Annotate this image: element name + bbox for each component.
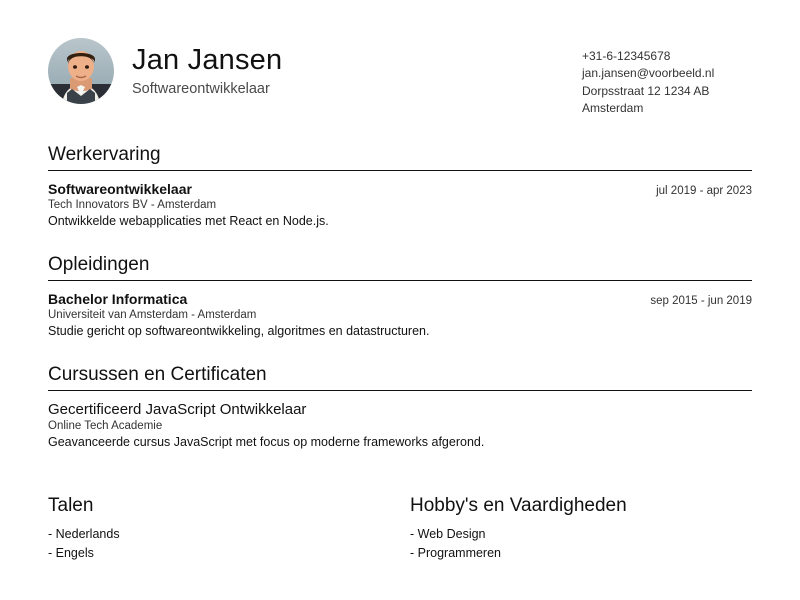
section-divider	[48, 390, 752, 391]
name-block	[132, 45, 282, 96]
contact-block	[582, 38, 752, 118]
section-divider	[48, 170, 752, 171]
identity-block	[48, 38, 282, 104]
entry-description: Geavanceerde cursus JavaScript met focus op moderne frameworks afgerond.	[48, 434, 485, 449]
entry-description: Ontwikkelde webapplicaties met React en Node.js.	[48, 213, 329, 228]
entry-header	[48, 291, 752, 307]
entry-description: Studie gericht op softwareontwikkeling, algoritmes en datastructuren.	[48, 323, 430, 338]
section-cursussen-en-certificaten	[48, 364, 752, 449]
contact-email[interactable]: jan.jansen@voorbeeld.nl	[582, 66, 715, 81]
section-heading: Opleidingen	[48, 253, 150, 275]
entry-subtitle: Tech Innovators BV - Amsterdam	[48, 198, 217, 211]
page-title: Jan Jansen	[132, 44, 283, 77]
job-title: Softwareontwikkelaar	[132, 80, 270, 97]
list-item: - Web Design	[410, 526, 486, 541]
entry-subtitle: Online Tech Academie	[48, 419, 163, 432]
section-opleidingen	[48, 254, 752, 338]
entry-title: Bachelor Informatica	[48, 290, 188, 307]
column-hobbys-en-vaardigheden	[400, 495, 752, 564]
section-werkervaring	[48, 144, 752, 228]
section-heading: Cursussen en Certificaten	[48, 363, 267, 385]
section-heading: Werkervaring	[48, 143, 161, 165]
list-item: - Nederlands	[48, 526, 120, 541]
contact-phone: +31-6-12345678	[582, 49, 671, 63]
bottom-columns	[48, 495, 752, 564]
entry-date: sep 2015 - jun 2019	[650, 294, 752, 307]
entry-header	[48, 401, 752, 418]
list-item: - Programmeren	[410, 545, 501, 560]
entry-header	[48, 181, 752, 197]
entry-title: Softwareontwikkelaar	[48, 180, 192, 197]
section-divider	[48, 280, 752, 281]
entry-title: Gecertificeerd JavaScript Ontwikkelaar	[48, 400, 307, 418]
entry-subtitle: Universiteit van Amsterdam - Amsterdam	[48, 308, 257, 321]
column-heading: Talen	[48, 494, 94, 516]
person-photo-avatar-icon	[48, 38, 114, 104]
entry-date: jul 2019 - apr 2023	[656, 184, 752, 197]
column-heading: Hobby's en Vaardigheden	[410, 494, 627, 516]
avatar	[48, 38, 114, 104]
education-entry	[48, 291, 752, 338]
contact-city: Amsterdam	[582, 101, 644, 116]
certificate-entry	[48, 401, 752, 449]
list-item: - Engels	[48, 545, 94, 560]
experience-entry	[48, 181, 752, 228]
column-talen	[48, 495, 400, 564]
resume-header	[48, 38, 752, 118]
contact-street: Dorpsstraat 12 1234 AB	[582, 83, 710, 98]
